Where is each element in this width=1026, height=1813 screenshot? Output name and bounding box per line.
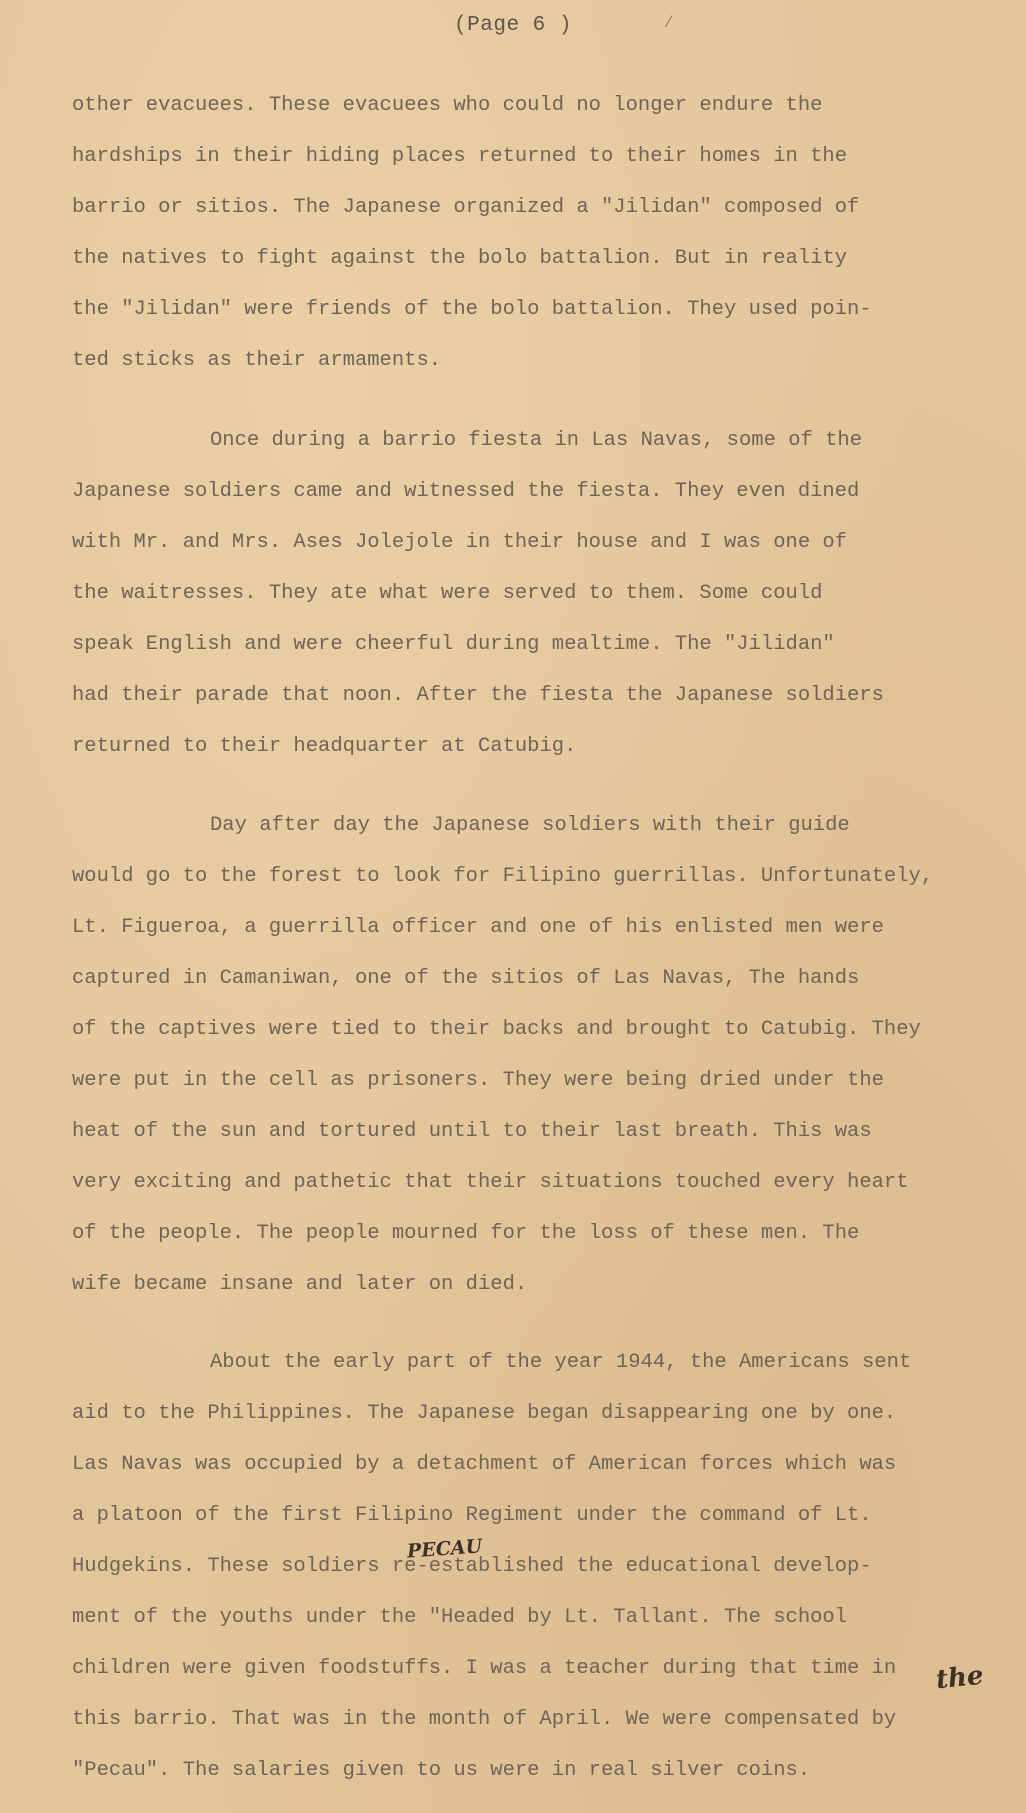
text-line: the "Jilidan" were friends of the bolo battalion. They used poin- <box>72 298 872 321</box>
text-line: of the captives were tied to their backs and brought to Catubig. They <box>72 1018 921 1041</box>
text-line: the waitresses. They ate what were served to them. Some could <box>72 582 823 605</box>
text-line: this barrio. That was in the month of April. We were compensated by <box>72 1708 897 1731</box>
text-line: heat of the sun and tortured until to their last breath. This was <box>72 1120 872 1143</box>
text-line: hardships in their hiding places returned to their homes in the <box>72 145 848 168</box>
text-line: barrio or sitios. The Japanese organized a "Jilidan" composed of <box>72 196 860 219</box>
text-line: Hudgekins. These soldiers re-established the educational develop- <box>72 1555 872 1578</box>
text-line: had their parade that noon. After the fiesta the Japanese soldiers <box>72 684 884 707</box>
paragraph-2 <box>72 415 972 772</box>
text-line: aid to the Philippines. The Japanese began disappearing one by one. <box>72 1402 897 1425</box>
text-line: wife became insane and later on died. <box>72 1273 528 1296</box>
text-line: captured in Camaniwan, one of the sitios of Las Navas, The hands <box>72 967 860 990</box>
text-line: Japanese soldiers came and witnessed the fiesta. They even dined <box>72 480 860 503</box>
text-line: with Mr. and Mrs. Ases Jolejole in their house and I was one of <box>72 531 848 554</box>
text-line: ment of the youths under the "Headed by Lt. Tallant. The school <box>72 1606 848 1629</box>
text-line: were put in the cell as prisoners. They were being dried under the <box>72 1069 884 1092</box>
text-line: the natives to fight against the bolo battalion. But in reality <box>72 247 848 270</box>
text-line: very exciting and pathetic that their situations touched every heart <box>72 1171 909 1194</box>
text-line: Lt. Figueroa, a guerrilla officer and one of his enlisted men were <box>72 916 884 939</box>
paragraph-3 <box>72 800 972 1310</box>
text-line: returned to their headquarter at Catubig. <box>72 735 577 758</box>
text-line: Day after day the Japanese soldiers with their guide <box>210 814 850 837</box>
text-line: About the early part of the year 1944, the Americans sent <box>210 1351 912 1374</box>
text-line: Las Navas was occupied by a detachment of American forces which was <box>72 1453 897 1476</box>
page-number-header: (Page 6 ) <box>454 14 572 37</box>
text-line: children were given foodstuffs. I was a teacher during that time in <box>72 1657 897 1680</box>
text-line: ted sticks as their armaments. <box>72 349 442 372</box>
text-line: speak English and were cheerful during mealtime. The "Jilidan" <box>72 633 835 656</box>
handwritten-insert-pecau: PECAU <box>406 1535 483 1563</box>
text-line: would go to the forest to look for Filipino guerrillas. Unfortunately, <box>72 865 934 888</box>
text-line: of the people. The people mourned for the loss of these men. The <box>72 1222 860 1245</box>
paragraph-4 <box>72 1337 972 1796</box>
handwritten-insert-the: the <box>934 1660 985 1696</box>
text-line: Once during a barrio fiesta in Las Navas, some of the <box>210 429 863 452</box>
text-line: other evacuees. These evacuees who could no longer endure the <box>72 94 823 117</box>
text-line: "Pecau". The salaries given to us were in real silver coins. <box>72 1759 811 1782</box>
header-pen-mark: / <box>664 14 674 32</box>
paragraph-1 <box>72 80 972 386</box>
text-line: a platoon of the first Filipino Regiment under the command of Lt. <box>72 1504 872 1527</box>
